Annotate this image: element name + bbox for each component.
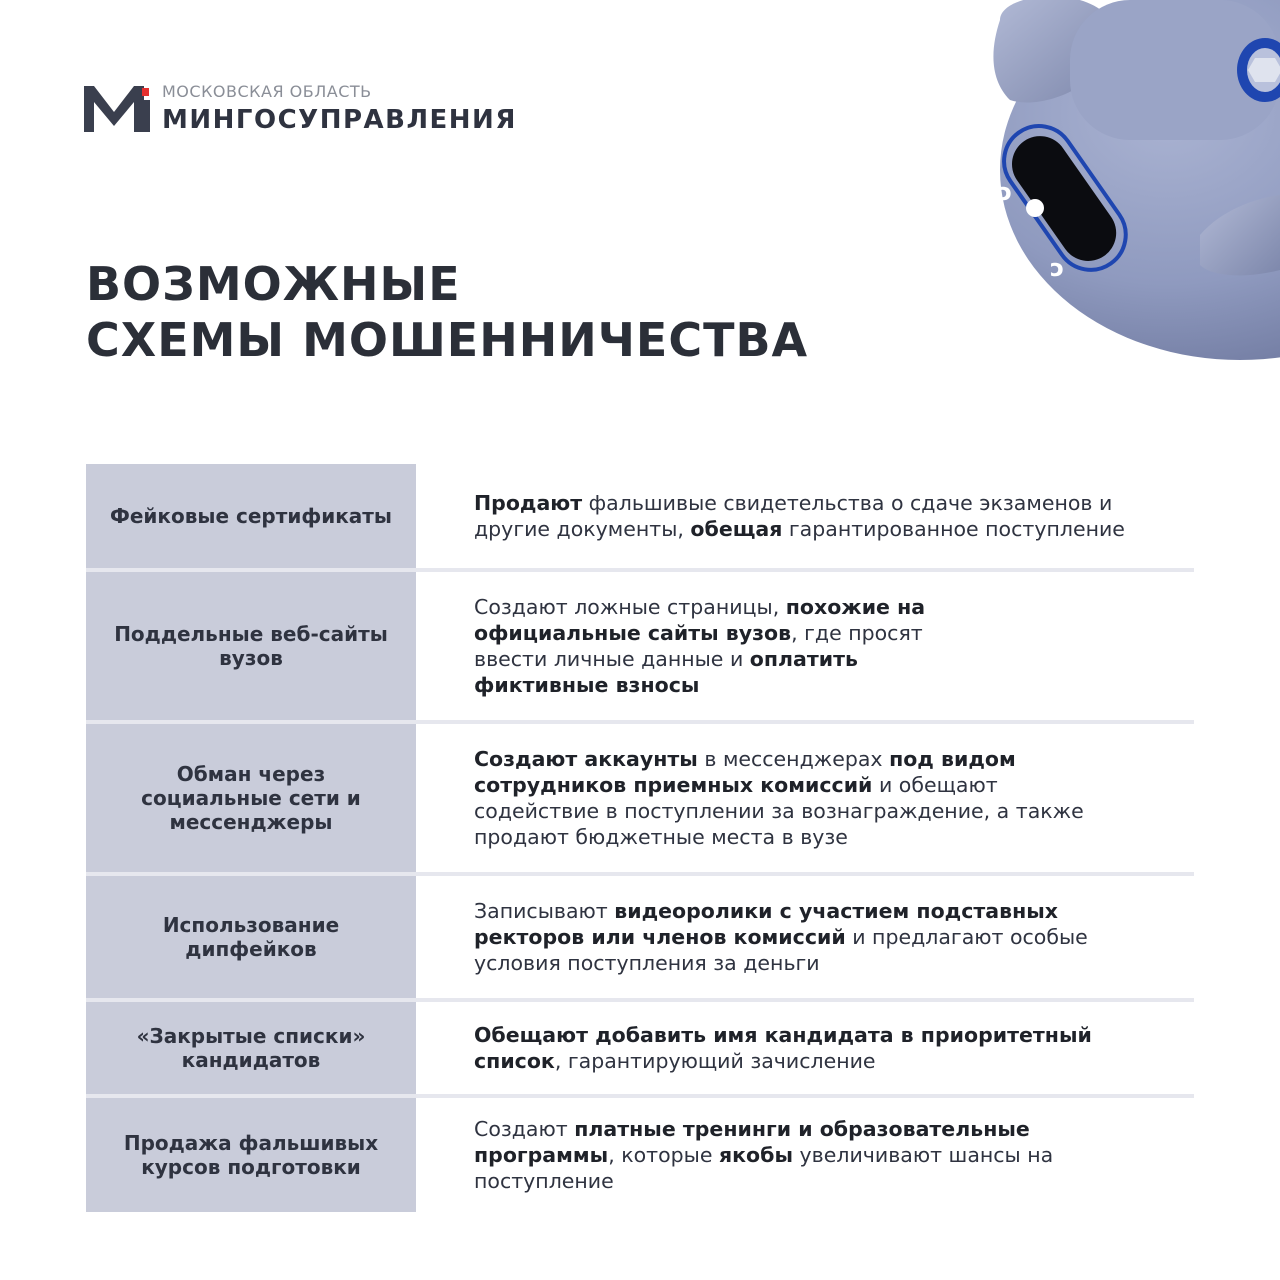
title-line-2: СХЕМЫ МОШЕННИЧЕСТВА bbox=[86, 313, 809, 367]
table-row bbox=[86, 464, 1194, 572]
logo-region-text: МОСКОВСКАЯ ОБЛАСТЬ bbox=[162, 82, 372, 101]
table-row bbox=[86, 1002, 1194, 1098]
robot-icon bbox=[910, 0, 1280, 370]
scheme-description: Создают ложные страницы, похожие на официальные сайты вузов, где просят ввести личные данные и оплатить фиктивные взносы bbox=[474, 595, 926, 697]
page-title bbox=[86, 256, 808, 368]
logo-mark-icon bbox=[84, 82, 152, 134]
scheme-name: Продажа фальшивых курсов подготовки bbox=[86, 1098, 416, 1212]
svg-text:ↄ: ↄ bbox=[998, 178, 1013, 206]
scheme-name: Использование дипфейков bbox=[86, 876, 416, 998]
table-row bbox=[86, 572, 1194, 724]
table-row bbox=[86, 876, 1194, 1002]
scheme-description: Обещают добавить имя кандидата в приоритетный список, гарантирующий зачисление bbox=[474, 1023, 1092, 1073]
table-row bbox=[86, 1098, 1194, 1212]
logo-ministry-name: МИНГОСУПРАВЛЕНИЯ bbox=[162, 105, 517, 135]
title-line-1: ВОЗМОЖНЫЕ bbox=[86, 257, 461, 311]
svg-text:ↄ: ↄ bbox=[1050, 254, 1065, 282]
scheme-name: Обман через социальные сети и мессенджеры bbox=[86, 724, 416, 872]
scheme-description: Записывают видеоролики с участием подставных ректоров или членов комиссий и предлагают особые условия поступления за деньги bbox=[474, 899, 1088, 975]
scheme-name: «Закрытые списки» кандидатов bbox=[86, 1002, 416, 1094]
ministry-logo bbox=[84, 82, 517, 135]
scheme-name: Фейковые сертификаты bbox=[86, 464, 416, 568]
schemes-table bbox=[86, 464, 1194, 1212]
scheme-name: Поддельные веб-сайты вузов bbox=[86, 572, 416, 720]
scheme-description: Создают аккаунты в мессенджерах под видом сотрудников приемных комиссий и обещают содействие в поступлении за вознаграждение, а также продают бюджетные места в вузе bbox=[474, 747, 1084, 849]
scheme-description: Продают фальшивые свидетельства о сдаче экзаменов и другие документы, обещая гарантированное поступление bbox=[474, 491, 1125, 541]
scheme-description: Создают платные тренинги и образовательные программы, которые якобы увеличивают шансы на поступление bbox=[474, 1117, 1054, 1193]
table-row bbox=[86, 724, 1194, 876]
